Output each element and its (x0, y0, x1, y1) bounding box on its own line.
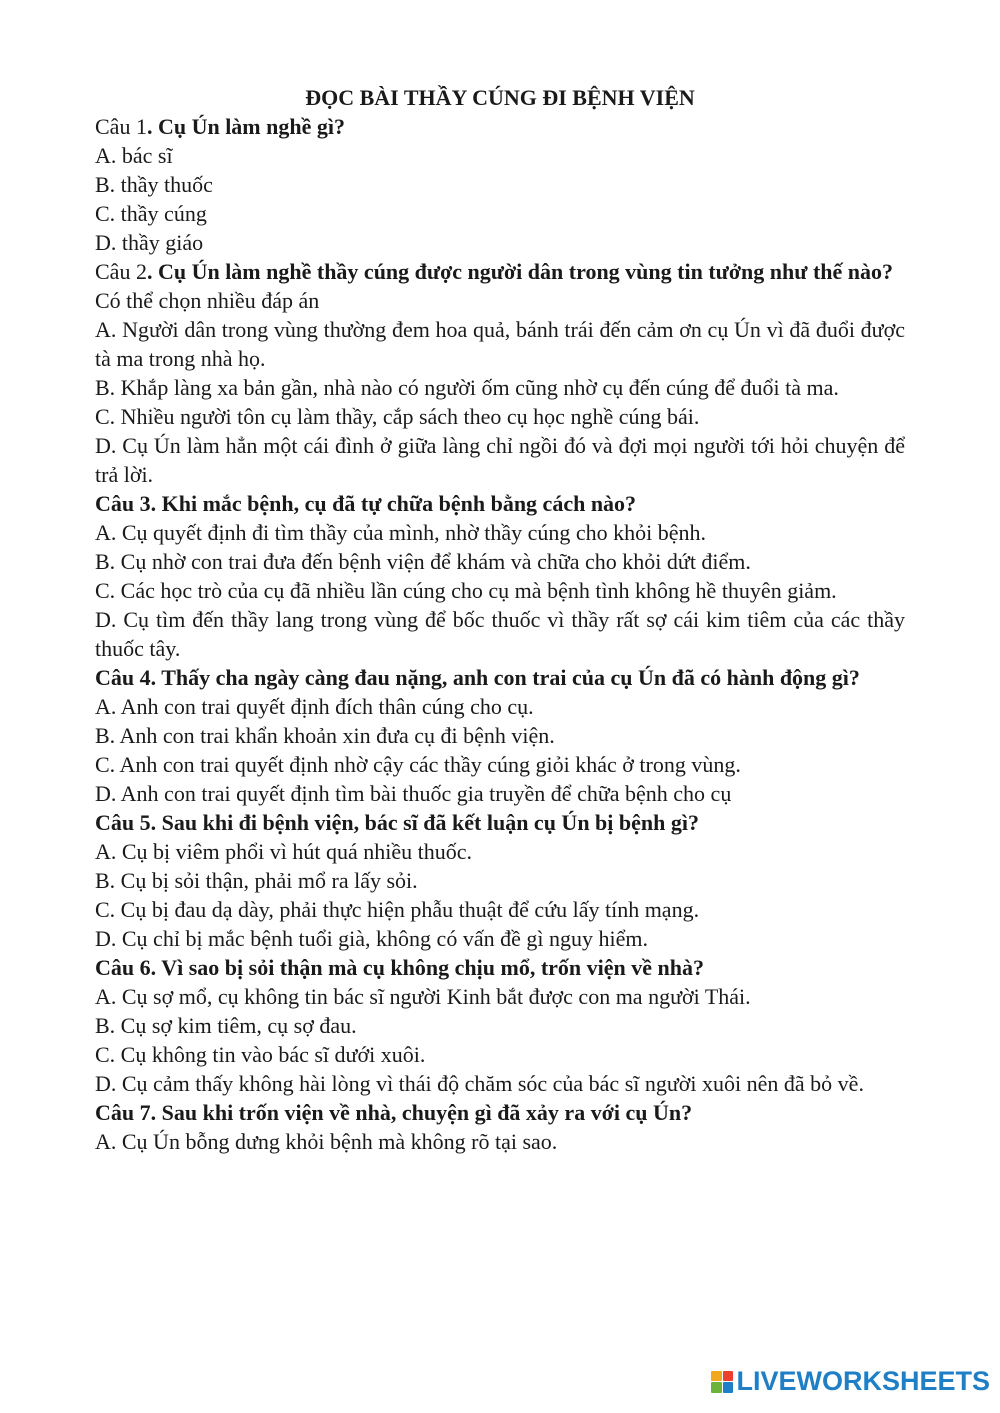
answer-option[interactable]: C. Cụ bị đau dạ dày, phải thực hiện phẫu thuật để cứu lấy tính mạng. (95, 897, 700, 922)
answer-option[interactable]: D. Anh con trai quyết định tìm bài thuốc gia truyền để chữa bệnh cho cụ (95, 781, 732, 806)
question-4 (95, 663, 905, 808)
question-number: Câu 7. (95, 1100, 157, 1125)
question-text: Sau khi trốn viện về nhà, chuyện gì đã xảy ra với cụ Ún? (156, 1100, 693, 1125)
question-text: . Khi mắc bệnh, cụ đã tự chữa bệnh bằng cách nào? (150, 491, 637, 516)
multi-choice-note: Có thể chọn nhiều đáp án (95, 288, 320, 313)
question-number: Câu 6. (95, 955, 157, 980)
answer-option[interactable]: B. Cụ bị sỏi thận, phải mổ ra lấy sỏi. (95, 868, 418, 893)
question-text: Sau khi đi bệnh viện, bác sĩ đã kết luận cụ Ún bị bệnh gì? (156, 810, 699, 835)
answer-option[interactable]: B. thầy thuốc (95, 172, 213, 197)
question-text: Vì sao bị sỏi thận mà cụ không chịu mổ, trốn viện về nhà? (156, 955, 704, 980)
page-title: ĐỌC BÀI THẦY CÚNG ĐI BỆNH VIỆN (305, 85, 695, 110)
question-text: . Cụ Ún làm nghề gì? (146, 114, 345, 139)
answer-option[interactable]: C. Các học trò của cụ đã nhiều lần cúng cho cụ mà bệnh tình không hề thuyên giảm. (95, 578, 837, 603)
answer-option[interactable]: D. Cụ Ún làm hẳn một cái đình ở giữa làng chỉ ngồi đó và đợi mọi người tới hỏi chuyện để trả lời. (95, 433, 905, 487)
answer-option[interactable]: D. thầy giáo (95, 230, 204, 255)
answer-option[interactable]: C. Nhiều người tôn cụ làm thầy, cắp sách theo cụ học nghề cúng bái. (95, 404, 700, 429)
question-number: Câu 2 (95, 259, 147, 284)
answer-option[interactable]: B. Anh con trai khẩn khoản xin đưa cụ đi bệnh viện. (95, 723, 555, 748)
watermark-text: LIVEWORKSHEETS (736, 1366, 990, 1396)
question-text: . Cụ Ún làm nghề thầy cúng được người dân trong vùng tin tưởng như thế nào? (146, 259, 894, 284)
liveworksheets-mark-icon (711, 1371, 733, 1393)
question-3 (95, 489, 905, 663)
answer-option[interactable]: A. Cụ sợ mổ, cụ không tin bác sĩ người Kinh bắt được con ma người Thái. (95, 984, 751, 1009)
question-number: Câu 3 (95, 491, 151, 516)
answer-option[interactable]: A. bác sĩ (95, 143, 173, 168)
answer-option[interactable]: B. Cụ nhờ con trai đưa đến bệnh viện để khám và chữa cho khỏi dứt điểm. (95, 549, 751, 574)
answer-option[interactable]: C. thầy cúng (95, 201, 207, 226)
question-text: . Thấy cha ngày càng đau nặng, anh con trai của cụ Ún đã có hành động gì? (150, 665, 860, 690)
answer-option[interactable]: D. Cụ cảm thấy không hài lòng vì thái độ chăm sóc của bác sĩ người xuôi nên đã bỏ về. (95, 1071, 864, 1096)
question-1 (95, 112, 905, 257)
question-2 (95, 257, 905, 489)
answer-option[interactable]: B. Cụ sợ kim tiêm, cụ sợ đau. (95, 1013, 357, 1038)
answer-option[interactable]: A. Cụ Ún bỗng dưng khỏi bệnh mà không rõ tại sao. (95, 1129, 558, 1154)
worksheet (95, 84, 905, 1156)
liveworksheets-logo (711, 1366, 990, 1397)
question-6 (95, 953, 905, 1098)
answer-option[interactable]: D. Cụ tìm đến thầy lang trong vùng để bốc thuốc vì thầy rất sợ cái kim tiêm của các thầy thuốc tây. (95, 607, 905, 661)
question-7 (95, 1098, 905, 1156)
answer-option[interactable]: B. Khắp làng xa bản gần, nhà nào có người ốm cũng nhờ cụ đến cúng để đuổi tà ma. (95, 375, 839, 400)
answer-option[interactable]: D. Cụ chỉ bị mắc bệnh tuổi già, không có vấn đề gì nguy hiểm. (95, 926, 648, 951)
question-5 (95, 808, 905, 953)
answer-option[interactable]: C. Anh con trai quyết định nhờ cậy các thầy cúng giỏi khác ở trong vùng. (95, 752, 741, 777)
answer-option[interactable]: A. Anh con trai quyết định đích thân cúng cho cụ. (95, 694, 534, 719)
question-number: Câu 4 (95, 665, 151, 690)
answer-option[interactable]: A. Người dân trong vùng thường đem hoa quả, bánh trái đến cảm ơn cụ Ún vì đã đuổi được tà ma trong nhà họ. (95, 317, 905, 371)
answer-option[interactable]: A. Cụ bị viêm phổi vì hút quá nhiều thuốc. (95, 839, 473, 864)
answer-option[interactable]: A. Cụ quyết định đi tìm thầy của mình, nhờ thầy cúng cho khỏi bệnh. (95, 520, 707, 545)
answer-option[interactable]: C. Cụ không tin vào bác sĩ dưới xuôi. (95, 1042, 426, 1067)
question-number: Câu 1 (95, 114, 147, 139)
question-number: Câu 5. (95, 810, 157, 835)
